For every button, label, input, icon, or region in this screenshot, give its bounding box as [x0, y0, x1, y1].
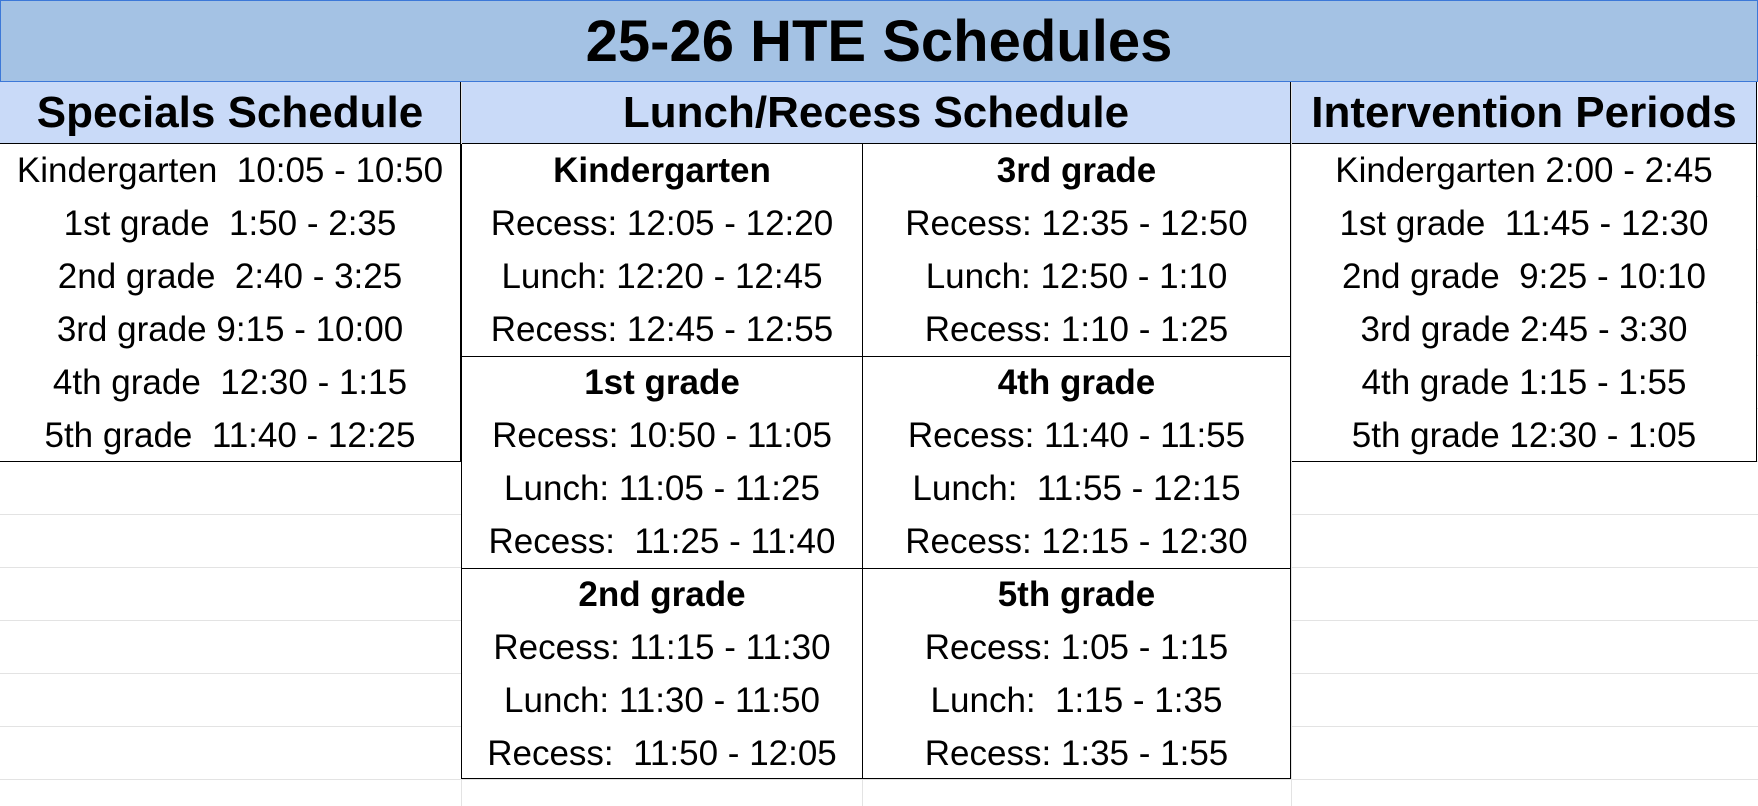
- lunch-row: Lunch: 12:20 - 12:45: [501, 256, 823, 296]
- grade-heading: 2nd grade: [578, 574, 746, 614]
- lunch-right-column: [863, 144, 1291, 779]
- grade-heading: 4th grade: [997, 362, 1156, 402]
- lunch-row: Recess: 11:50 - 12:05: [487, 733, 837, 773]
- specials-row: 5th grade 11:40 - 12:25: [44, 415, 416, 455]
- lunch-row: Recess: 12:45 - 12:55: [462, 303, 862, 357]
- lunch-row: Recess: 11:25 - 11:40: [462, 515, 862, 569]
- specials-header: Specials Schedule: [0, 82, 461, 144]
- lunch-row: Lunch: 12:50 - 1:10: [925, 256, 1228, 296]
- specials-row: 4th grade 12:30 - 1:15: [52, 362, 408, 402]
- intervention-row: 4th grade 1:15 - 1:55: [1361, 362, 1687, 402]
- lunch-row: Lunch: 1:15 - 1:35: [930, 680, 1223, 720]
- grade-heading: Kindergarten: [553, 150, 771, 190]
- specials-row: Kindergarten 10:05 - 10:50: [16, 150, 444, 190]
- lunch-row: Recess: 1:10 - 1:25: [863, 303, 1290, 357]
- intervention-list: [1292, 144, 1757, 462]
- grade-heading: 5th grade: [997, 574, 1156, 614]
- lunch-recess-header: Lunch/Recess Schedule: [462, 82, 1291, 144]
- lunch-left-column: [461, 144, 863, 779]
- specials-row: 3rd grade 9:15 - 10:00: [56, 309, 404, 349]
- lunch-row: Recess: 11:15 - 11:30: [493, 627, 831, 667]
- lunch-row: Recess: 10:50 - 11:05: [492, 415, 832, 455]
- specials-list: [0, 144, 461, 462]
- grade-heading: 1st grade: [584, 362, 740, 402]
- specials-row: 2nd grade 2:40 - 3:25: [57, 256, 403, 296]
- lunch-row: Recess: 12:15 - 12:30: [863, 515, 1290, 569]
- lunch-row: Recess: 12:05 - 12:20: [490, 203, 834, 243]
- lunch-row: Recess: 11:40 - 11:55: [907, 415, 1246, 455]
- intervention-row: 2nd grade 9:25 - 10:10: [1342, 256, 1706, 296]
- lunch-row: Recess: 1:35 - 1:55: [924, 733, 1229, 773]
- intervention-row: 3rd grade 2:45 - 3:30: [1360, 309, 1688, 349]
- lunch-row: Lunch: 11:55 - 12:15: [912, 468, 1241, 508]
- grade-heading: 3rd grade: [996, 150, 1157, 190]
- intervention-row: 5th grade 12:30 - 1:05: [1351, 415, 1697, 455]
- lunch-row: Lunch: 11:05 - 11:25: [504, 468, 820, 508]
- specials-row: 1st grade 1:50 - 2:35: [63, 203, 397, 243]
- lunch-row: Lunch: 11:30 - 11:50: [504, 680, 820, 720]
- intervention-row: Kindergarten 2:00 - 2:45: [1335, 150, 1713, 190]
- lunch-row: Recess: 12:35 - 12:50: [905, 203, 1248, 243]
- page-title: 25-26 HTE Schedules: [0, 0, 1758, 82]
- intervention-header: Intervention Periods: [1292, 82, 1757, 144]
- intervention-row: 1st grade 11:45 - 12:30: [1339, 203, 1709, 243]
- lunch-row: Recess: 1:05 - 1:15: [924, 627, 1229, 667]
